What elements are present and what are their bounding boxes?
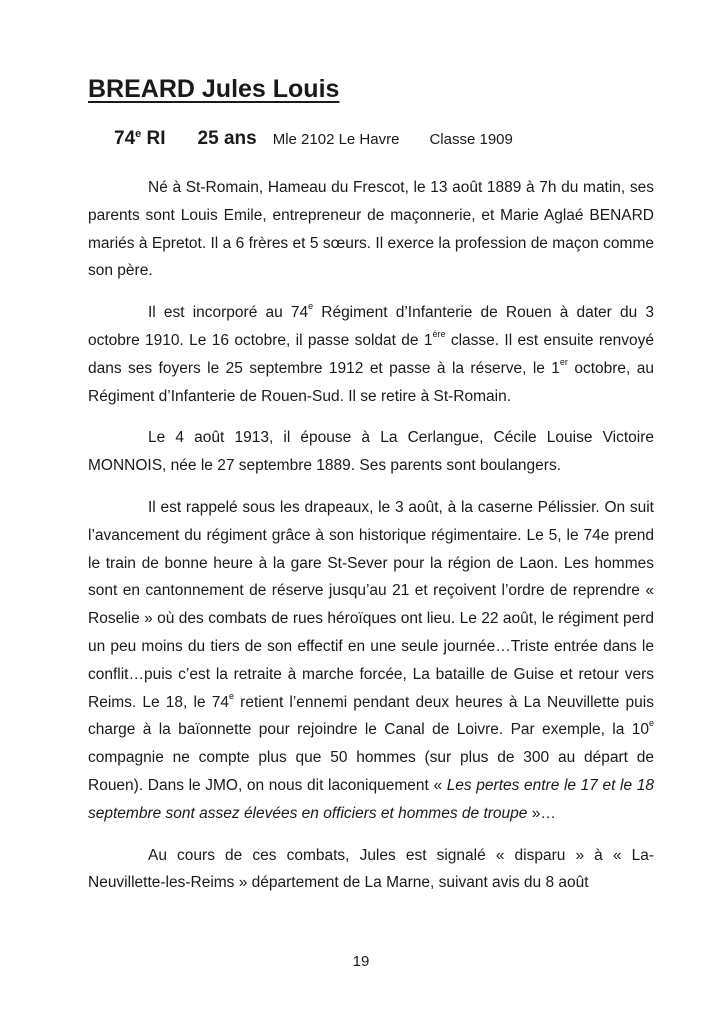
regiment — [114, 128, 166, 149]
paragraph-service: Il est incorporé au 74e Régiment d’Infanterie de Rouen à dater du 3 octobre 1910. Le 16 octobre, il passe soldat de $1^{ére}$ classe. Il est ensuite renvoyé dans ses foyers le 25 septembre 1912 et passe à la réserve, le 1er octobre, au Régiment d’Infanterie de Rouen-Sud. Il se retire à St-Romain. — [88, 301, 655, 405]
paragraph-birth: Né à St-Romain, Hameau du Frescot, le 13 août 1889 à 7h du matin, ses parents sont Louis Emile, entrepreneur de maçonnerie, et Marie Aglaé BENARD mariés à Epretot. Il a 6 frères et 5 sœurs. Il exerce la profession de maçon comme son père. — [88, 179, 654, 280]
subtitle-line — [114, 128, 654, 158]
classe: Classe 1909 — [429, 131, 513, 148]
paragraph-marriage: Le 4 août 1913, il épouse à La Cerlangue, Cécile Louise Victoire MONNOIS, née le 27 septembre 1889. Ses parents sont boulangers. — [88, 429, 654, 475]
document-page — [88, 72, 654, 911]
paragraph-war: Il est rappelé sous les drapeaux, le 3 août, à la caserne Pélissier. On suit l’avancement du régiment grâce à son historique régimentaire. Le 5, le 74e prend le train de bonne heure à la gare St-Sever pour la région de Laon. Les hommes sont en cantonnement de réserve jusqu’au 21 et reçoivent l’ordre de reprendre « Roselie » où des combats de rues héroïques ont lieu. Le 22 août, le régiment perd un peu moins du tiers de son effectif en une seule journée…Triste entrée dans le conflit…puis c’est la retraite à marche forcée, La bataille de Guise et retour vers Reims. Le 18, le 74e retient l’ennemi pendant deux heures à La Neuvillette puis charge à la baïonnette pour rejoindre le Canal de Loivre. Par exemple, la 10e compagnie ne compte plus que 50 hommes (sur plus de 300 au départ de Rouen). Dans le JMO, on nous dit laconiquement « Les pertes entre le 17 et le 18 septembre sont assez élevées en officiers et hommes de troupe »… — [88, 498, 654, 822]
regiment-unit: RI — [146, 128, 166, 149]
regiment-sup: e — [135, 128, 142, 140]
regiment-number: 74 — [114, 128, 136, 149]
matricule: Mle 2102 Le Havre — [272, 131, 400, 148]
page-title: BREARD Jules Louis — [88, 75, 340, 103]
paragraph-disappeared: Au cours de ces combats, Jules est signalé « disparu » à « La-Neuvillette-les-Reims » département de La Marne, suivant avis du 8 août — [88, 846, 654, 892]
age: 25 ans — [197, 128, 257, 149]
page-number: 19 — [352, 953, 370, 970]
